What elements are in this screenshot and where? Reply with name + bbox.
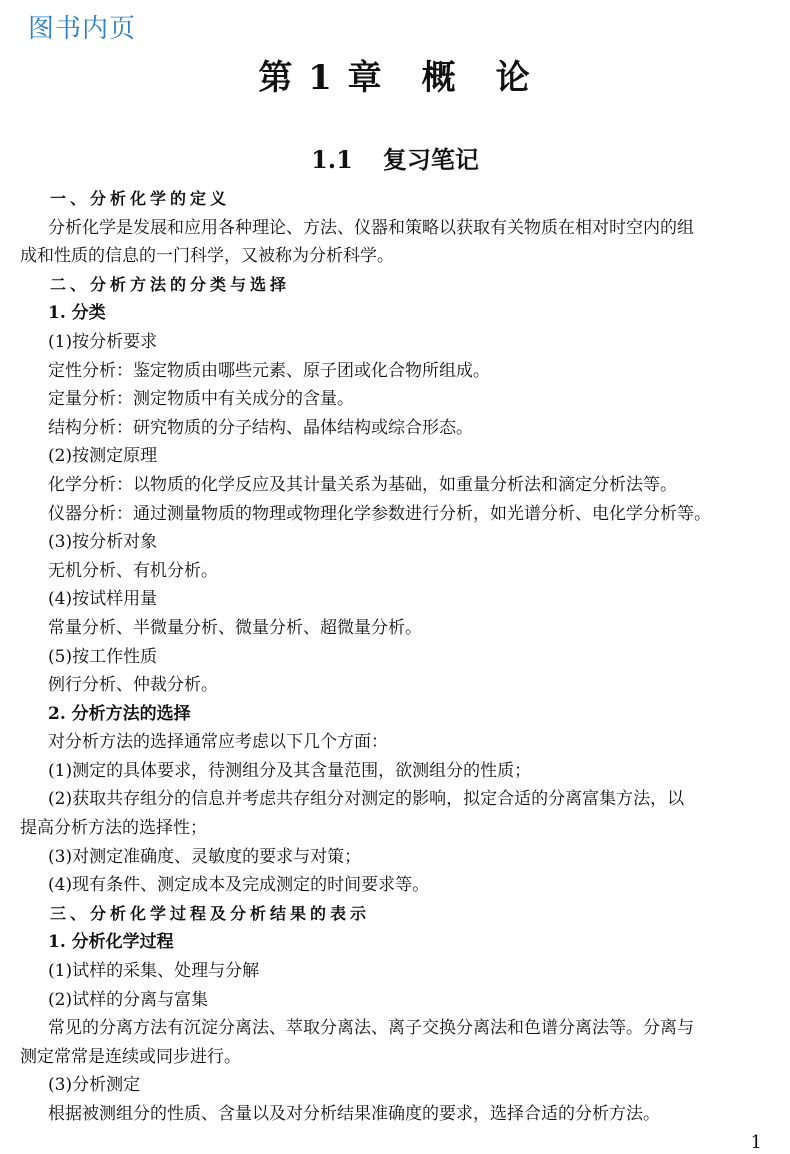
text-line: 对分析方法的选择通常应考虑以下几个方面： (48, 732, 388, 753)
text-line: 常见的分离方法有沉淀分离法、萃取分离法、离子交换分离法和色谱分离法等。分离与 (48, 1018, 694, 1039)
section-heading: 一、分析化学的定义 (50, 189, 231, 208)
text-line: 常量分析、半微量分析、微量分析、超微量分析。 (48, 617, 422, 638)
text-line: (3)对测定准确度、灵敏度的要求与对策； (48, 846, 362, 867)
text-line: (2)获取共存组分的信息并考虑共存组分对测定的影响，拟定合适的分离富集方法，以 (48, 789, 685, 810)
chapter-title-char-2: 论 (495, 58, 532, 98)
subsection-heading: 1. 分析化学过程 (48, 932, 174, 953)
text-line: (1)测定的具体要求，待测组分及其含量范围，欲测组分的性质； (48, 760, 532, 781)
text-line: 定性分析：鉴定物质由哪些元素、原子团或化合物所组成。 (48, 360, 490, 381)
text-line: (2)试样的分离与富集 (48, 989, 209, 1010)
page-number: 1 (750, 1132, 762, 1153)
text-line: 成和性质的信息的一门科学，又被称为分析科学。 (20, 246, 394, 267)
text-line: (3)按分析对象 (48, 532, 158, 553)
section-number: 1.1 (311, 145, 353, 174)
body-text (0, 185, 790, 1129)
text-line: 仪器分析：通过测量物质的物理或物理化学参数进行分析，如光谱分析、电化学分析等。 (48, 503, 711, 524)
text-line: (2)按测定原理 (48, 446, 158, 467)
text-line: 提高分析方法的选择性； (20, 818, 207, 839)
text-line: (1)试样的采集、处理与分解 (48, 961, 260, 982)
text-line: (1)按分析要求 (48, 331, 158, 352)
chapter-title (0, 50, 790, 99)
corner-label: 图书内页 (28, 14, 137, 44)
subsection-heading: 1. 分类 (48, 303, 106, 324)
text-line: (3)分析测定 (48, 1075, 141, 1096)
text-line: (5)按工作性质 (48, 646, 158, 667)
text-line: (4)现有条件、测定成本及完成测定的时间要求等。 (48, 875, 430, 896)
chapter-number: 第 1 章 (258, 58, 384, 98)
text-line: 无机分析、有机分析。 (48, 560, 218, 581)
chapter-title-char-1: 概 (421, 58, 458, 98)
section-title-text: 复习笔记 (382, 145, 479, 174)
text-line: 结构分析：研究物质的分子结构、晶体结构或综合形态。 (48, 417, 473, 438)
section-heading: 三、分析化学过程及分析结果的表示 (50, 903, 371, 923)
section-title (0, 140, 790, 175)
text-line: 根据被测组分的性质、含量以及对分析结果准确度的要求，选择合适的分析方法。 (48, 1104, 660, 1124)
text-line: 化学分析：以物质的化学反应及其计量关系为基础，如重量分析法和滴定分析法等。 (48, 474, 677, 495)
subsection-heading: 2. 分析方法的选择 (48, 703, 191, 724)
text-line: (4)按试样用量 (48, 589, 158, 610)
text-line: 分析化学是发展和应用各种理论、方法、仪器和策略以获取有关物质在相对时空内的组 (48, 217, 694, 238)
text-line: 测定常常是连续或同步进行。 (20, 1046, 241, 1067)
text-line: 定量分析：测定物质中有关成分的含量。 (48, 389, 354, 410)
text-line: 例行分析、仲裁分析。 (48, 675, 218, 696)
section-heading: 二、分析方法的分类与选择 (50, 274, 291, 294)
